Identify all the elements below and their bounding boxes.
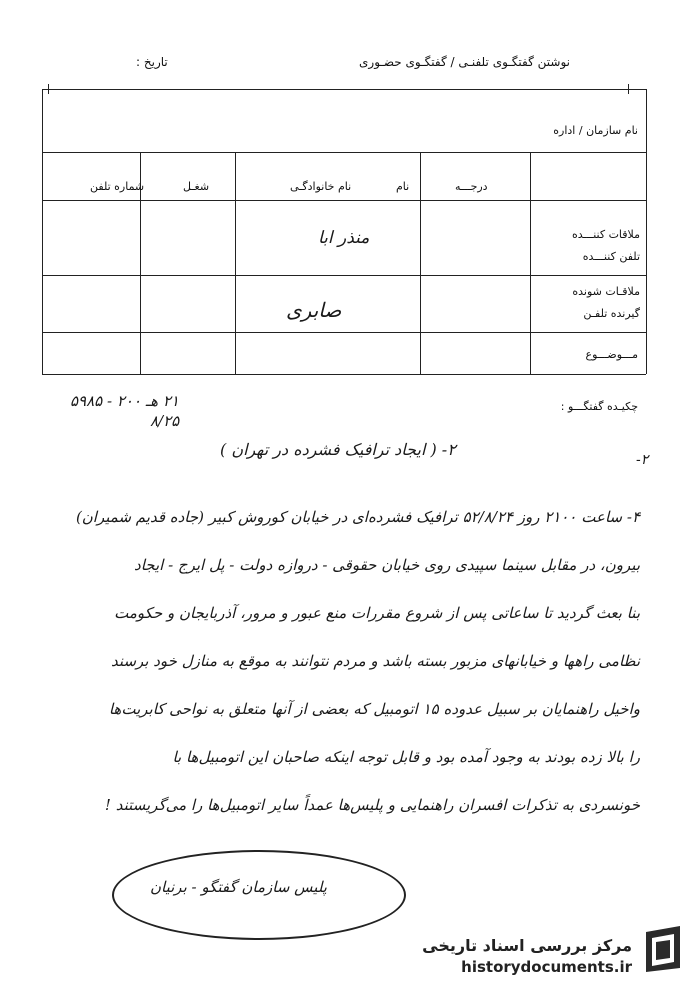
row-visitor-2: تلفن کننـــده <box>582 250 640 263</box>
body-line-3: بنا بعث گردید تا ساعاتی پس از شروع مقررات منع عبور و مرور، آذربایجان و حکومت <box>114 604 640 622</box>
body-line-1: ۴- ساعت ۲۱۰۰ روز ۵۲/۸/۲۴ ترافیک فشرده‌ای در خیابان کوروش کبیر (جاده قدیم شمیران) <box>75 508 640 526</box>
watermark-logo-icon <box>640 924 686 974</box>
date-label: تاریخ : <box>136 55 168 69</box>
body-line-2: بیرون، در مقابل سینما سپیدی روی خیابان حقوقی - دروازه دولت - پل ایرج - ایجاد <box>134 556 640 574</box>
signature-text: پلیس سازمان گفتگو - برنیان <box>150 878 327 896</box>
watermark-title: مرکز بررسی اسناد تاریخی <box>422 936 632 955</box>
column-name: نام <box>396 180 410 193</box>
body-line-5: واخیل راهنمایان بر سبیل عدوده ۱۵ اتومبیل که بعضی از آنها متعلق به نواحی کابریت‌ها <box>108 700 640 718</box>
column-job: شغـل <box>183 180 210 193</box>
form-title: نوشتن گفتگـوی تلفنـی / گفتگـوی حضـوری <box>359 55 570 69</box>
column-rank: درجـــه <box>455 180 488 193</box>
body-line-6: را بالا زده بودند به وجود آمده بود و قابل توجه اینکه صاحبان این اتومبیل‌ها با <box>172 748 640 766</box>
hand-visitor-name: منذر ابا <box>318 228 370 248</box>
row-subject: مـــوضـــوع <box>585 348 638 361</box>
body-line-7: خونسردی به تذکرات افسران راهنمایی و پلیس‌ها عمداً سایر اتومبیل‌ها را می‌گریستند ! <box>104 796 640 814</box>
summary-ref-top: ۲۱ هـ ۲۰۰ - ۵۹۸۵ <box>70 392 179 410</box>
hand-visited-name: صابری <box>286 298 342 322</box>
org-label: نام سازمان / اداره <box>553 124 638 137</box>
watermark-url: historydocuments.ir <box>461 958 632 976</box>
row-visited-2: گیرنده تلفـن <box>583 307 640 320</box>
column-phone: شماره تلفن <box>90 180 145 193</box>
side-mark: ۲- <box>636 452 649 468</box>
column-family: نام خانوادگـی <box>290 180 352 193</box>
summary-label: چکیـده گفتگـــو : <box>560 400 638 413</box>
row-visited-1: ملاقـات شونده <box>572 285 640 298</box>
summary-ref-bottom: ۸/۲۵ <box>150 412 180 430</box>
body-heading: ۲- ( ایجاد ترافیک فشرده در تهران ) <box>220 440 456 459</box>
body-line-4: نظامی راهها و خیابانهای مزبور بسته باشد و مردم نتوانند به موقع به منازل خود برسند <box>111 652 640 670</box>
row-visitor-1: ملاقات کننـــده <box>572 228 640 241</box>
